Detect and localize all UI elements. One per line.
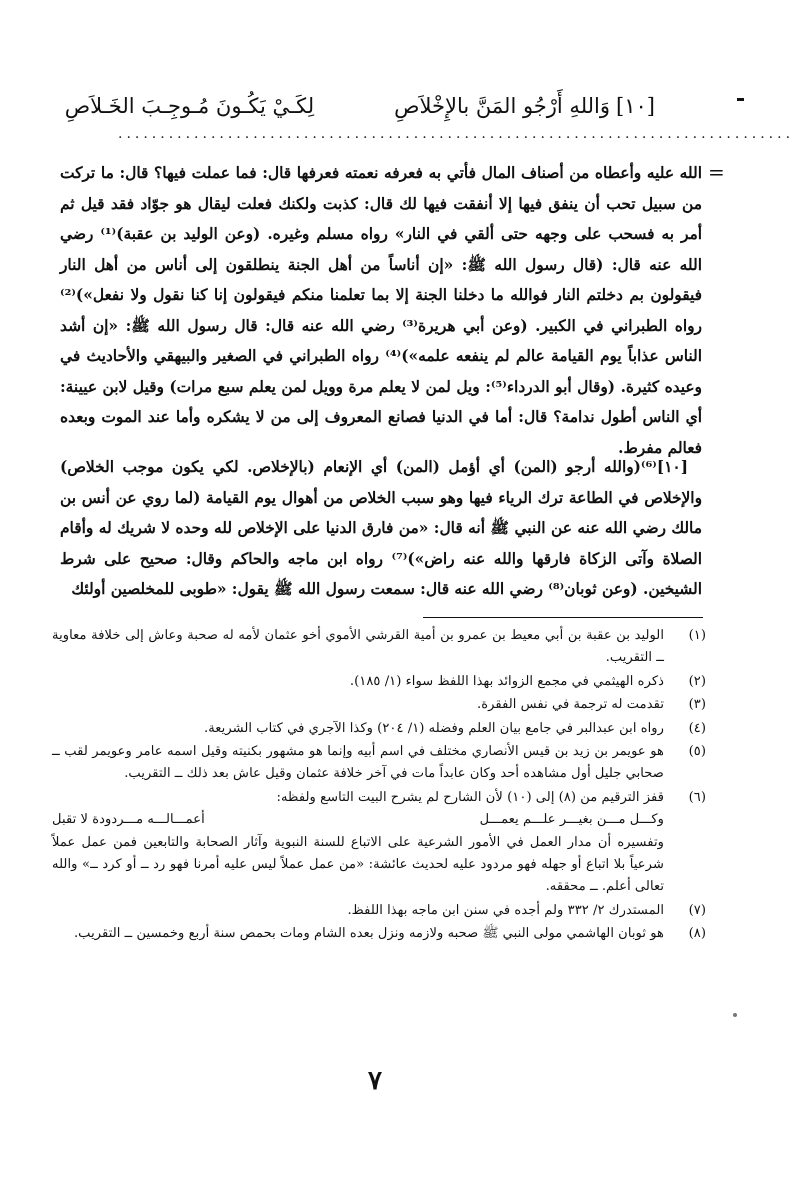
margin-dot	[733, 1013, 737, 1017]
verse-half-second: أعمـــالـــه مـــردودة لا تقبل	[52, 812, 205, 828]
footnote	[52, 671, 706, 693]
footnote-number: (٣)	[688, 697, 706, 713]
main-text: الله عليه وأعطاه من أصناف المال فأتي به فعرفه نعمته فعرفها قال: فما عملت فيها؟ قال: ما تركت من سبيل تحب أن ينفق فيها إلا أنفقت فيها لك قال: كذبت ولكنك فعلت ليقال هو جوّاد فقد قيل ثم أمر به فسحب على وجهه حتى ألقي في النار» رواه مسلم وغيره. (وعن الوليد بن عقبة)⁽¹⁾ رضي الله عنه قال: (قال رسول الله ﷺ: «إن أناساً من أهل الجنة ينطلقون إلى أناس من أهل النار فيقولون بم دخلتم النار فوالله ما دخلنا الجنة إلا بما تعلمنا منكم فيقولون إنا كنا نقول ولا نفعل»)⁽²⁾ رواه الطبراني في الكبير. (وعن أبي هريرة⁽³⁾ رضي الله عنه قال: قال رسول الله ﷺ: «إن أشد الناس عذاباً يوم القيامة عالم لم ينفعه علمه»)⁽⁴⁾ رواه الطبراني في الصغير والبيهقي والأحاديث في وعيده كثيرة. (وقال أبو الدرداء⁽⁵⁾: ويل لمن لا يعلم مرة وويل لمن يعلم سبع مرات) وقيل لابن عيينة: أي الناس أطول ندامة؟ قال: أما في الدنيا فصانع المعروف إلى من لا يشكره وأما عند الموت وبعده فعالم مفرط.	[60, 164, 703, 457]
footnote	[52, 923, 706, 945]
main-text: [١٠]⁽⁶⁾(والله أرجو (المن) أي أؤمل (المن) أي الإنعام (بالإخلاص. لكي يكون موجب الخلاص) والإخلاص في الطاعة ترك الرياء فيها وهو سبب الخلاص من أهوال يوم القيامة (لما روي عن أنس بن مالك رضي الله عنه عن النبي ﷺ أنه قال: «من فارق الدنيا على الإخلاص لله وحده لا شريك له وأقام الصلاة وآتى الزكاة فارقها والله عنه راض»)⁽⁷⁾ رواه ابن ماجه والحاكم وقال: صحيح على شرط الشيخين. (وعن ثوبان⁽⁸⁾ رضي الله عنه قال: سمعت رسول الله ﷺ يقول: «طوبى للمخلصين أولئك	[60, 458, 703, 598]
footnote-number: (٢)	[688, 673, 706, 689]
footnotes	[52, 625, 706, 947]
footnote	[52, 625, 706, 670]
footnote-number: (٤)	[688, 720, 706, 736]
verse-header	[64, 86, 655, 126]
page-number: ٧	[368, 1066, 382, 1096]
paragraph-marker: =	[708, 160, 725, 184]
verse-number: [١٠]	[616, 94, 655, 118]
verse-hemistich-second: لِكَـيْ يَكُـونَ مُـوجِـبَ الخَـلاَصِ	[64, 94, 315, 118]
footnote-number: (٥)	[688, 744, 706, 760]
footnote	[52, 787, 706, 899]
footnote-text: هو ثوبان الهاشمي مولى النبي ﷺ صحبه ولازمه ونزل بعده الشام ومات بحمص سنة أربع وخمسين ــ التقريب.	[73, 926, 664, 942]
footnote	[52, 718, 706, 740]
margin-mark	[737, 98, 744, 101]
footnote-text: وتفسيره أن مدار العمل في الأمور الشرعية على الاتباع للسنة النبوية وآثار الصحابة والتابعين فمن عمل عملاً شرعياً بلا اتباع أو جهله فهو مردود عليه لحديث عائشة: «من عمل عملاً ليس عليه أمرنا فهو رد ــ أو كرد ــ» والله تعالى أعلم. ــ محققه.	[52, 834, 664, 895]
footnote-text: هو عويمر بن زيد بن قيس الأنصاري مختلف في اسم أبيه وإنما هو مشهور بكنيته وقيل اسمه عامر وعويمر لقب ــ صحابي جليل أول مشاهده أحد وكان عابداً مات في آخر خلافة عثمان وقيل عاش بعد ذلك ــ التقريب.	[52, 744, 664, 782]
footnote-number: (٧)	[688, 902, 706, 918]
footnote-text: المستدرك ٢/ ٣٣٢ ولم أجده في سنن ابن ماجه بهذا اللفظ.	[347, 902, 664, 918]
footnote-text: قفز الترقيم من (٨) إلى (١٠) لأن الشارح لم يشرح البيت التاسع ولفظه:	[276, 789, 664, 805]
dotted-separator: ................................................................................	[118, 126, 794, 142]
footnote-text: تقدمت له ترجمة في نفس الفقرة.	[477, 697, 664, 713]
main-paragraph-2	[60, 452, 702, 605]
footnote-number: (١)	[688, 628, 706, 643]
footnote-text: الوليد بن عقبة بن أبي معيط بن عمرو بن أمية القرشي الأموي أخو عثمان لأمه له صحبة وعاش إلى خلافة معاوية ــ التقريب.	[52, 628, 664, 666]
poem-verse	[52, 809, 664, 831]
verse-hemistich-first: وَاللهِ أَرْجُو المَنَّ بالإِخْلاَصِ	[394, 94, 611, 118]
footnote	[52, 900, 706, 922]
footnote	[52, 741, 706, 786]
verse-half-first: وكـــل مـــن بغيـــر علـــم يعمـــل	[479, 812, 664, 828]
footnote-rule	[423, 617, 703, 618]
footnote-number: (٦)	[688, 789, 706, 805]
footnote-number: (٨)	[688, 926, 706, 942]
footnote	[52, 694, 706, 716]
main-paragraph-1	[60, 158, 702, 463]
footnote-text: ذكره الهيثمي في مجمع الزوائد بهذا اللفظ سواء (١/ ١٨٥).	[349, 673, 664, 689]
footnote-text: رواه ابن عبدالبر في جامع بيان العلم وفضله (١/ ٢٠٤) وكذا الآجري في كتاب الشريعة.	[204, 720, 664, 736]
